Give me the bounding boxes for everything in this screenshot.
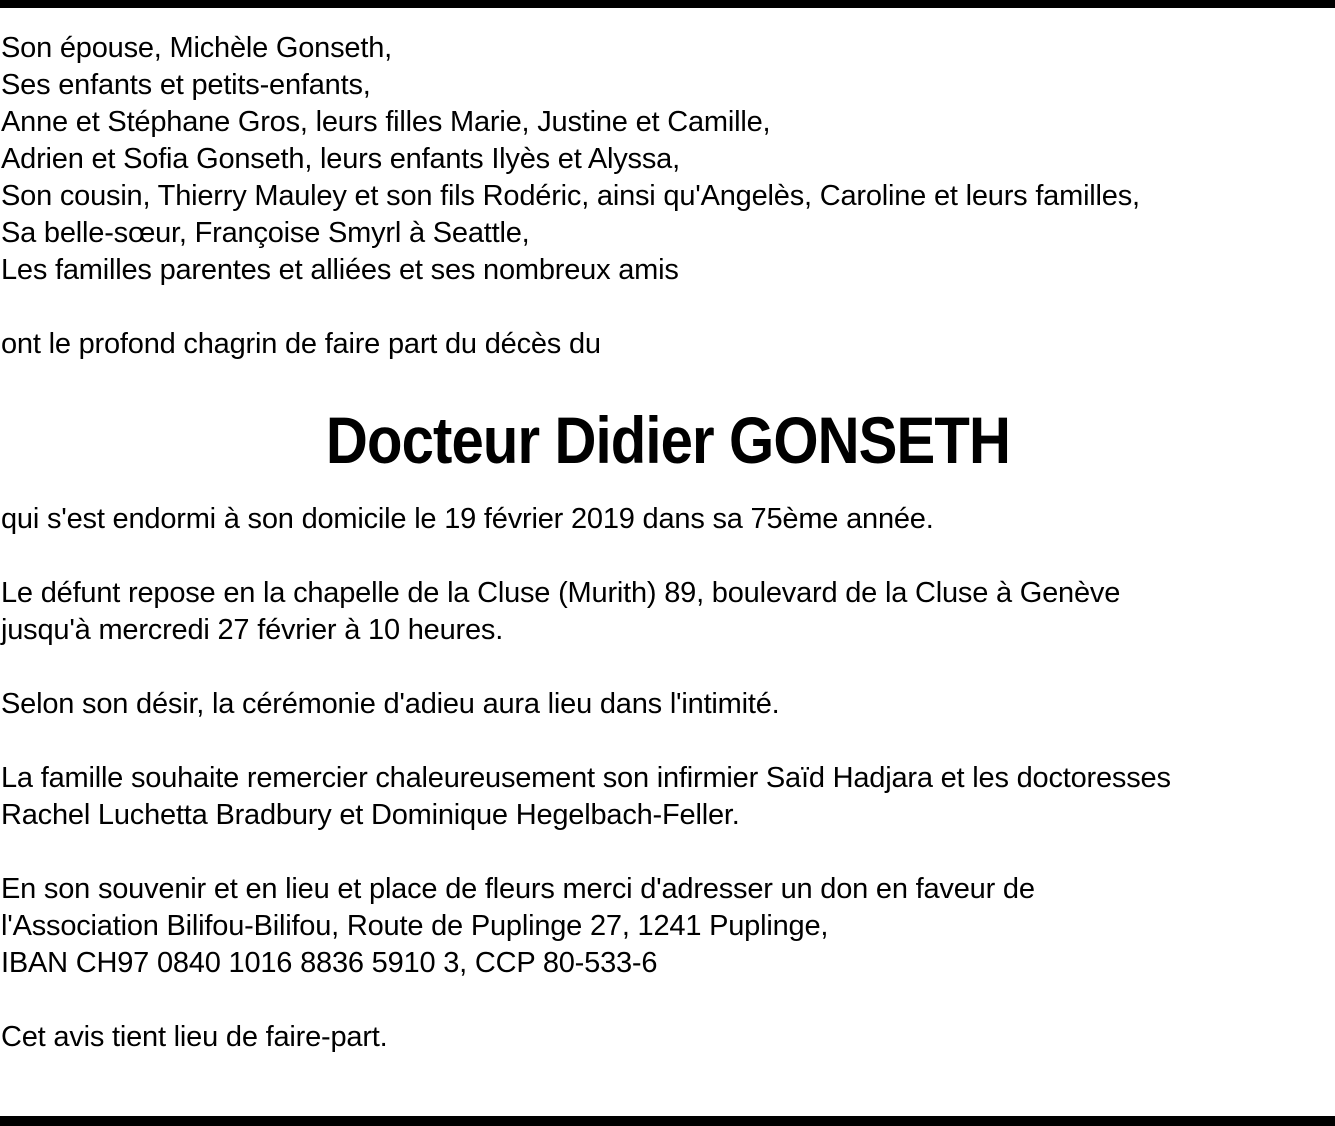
thanks-paragraph — [1, 760, 1335, 834]
family-list — [1, 30, 1335, 289]
top-border-rule — [0, 0, 1335, 8]
closing-text: Cet avis tient lieu de faire-part. — [1, 1021, 388, 1053]
family-line: Sa belle-sœur, Françoise Smyrl à Seattle, — [1, 217, 530, 249]
family-line: Les familles parentes et alliées et ses nombreux amis — [1, 254, 679, 286]
bottom-border-rule — [0, 1116, 1335, 1126]
family-line: Adrien et Sofia Gonseth, leurs enfants Ilyès et Alyssa, — [1, 143, 680, 175]
announcement-text: ont le profond chagrin de faire part du décès du — [1, 328, 601, 360]
family-line: Son cousin, Thierry Mauley et son fils Rodéric, ainsi qu'Angelès, Caroline et leurs familles, — [1, 180, 1140, 212]
repose-line: jusqu'à mercredi 27 février à 10 heures. — [1, 614, 504, 646]
deceased-name-heading: Docteur Didier GONSETH — [325, 403, 1011, 477]
thanks-line: La famille souhaite remercier chaleureusement son infirmier Saïd Hadjara et les doctoresses — [1, 762, 1171, 794]
family-line: Anne et Stéphane Gros, leurs filles Marie, Justine et Camille, — [1, 106, 771, 138]
family-line: Son épouse, Michèle Gonseth, — [1, 32, 392, 64]
repose-paragraph — [1, 575, 1335, 649]
donation-paragraph — [1, 871, 1335, 982]
death-statement: qui s'est endormi à son domicile le 19 février 2019 dans sa 75ème année. — [1, 503, 934, 535]
ceremony-text: Selon son désir, la cérémonie d'adieu aura lieu dans l'intimité. — [1, 688, 780, 720]
family-line: Ses enfants et petits-enfants, — [1, 69, 371, 101]
donation-line: IBAN CH97 0840 1016 8836 5910 3, CCP 80-533-6 — [1, 947, 658, 979]
thanks-line: Rachel Luchetta Bradbury et Dominique Hegelbach-Feller. — [1, 799, 740, 831]
repose-line: Le défunt repose en la chapelle de la Cluse (Murith) 89, boulevard de la Cluse à Genève — [1, 577, 1121, 609]
donation-line: En son souvenir et en lieu et place de fleurs merci d'adresser un don en faveur de — [1, 873, 1035, 905]
donation-line: l'Association Bilifou-Bilifou, Route de Puplinge 27, 1241 Puplinge, — [1, 910, 829, 942]
obituary-notice — [1, 30, 1335, 1056]
